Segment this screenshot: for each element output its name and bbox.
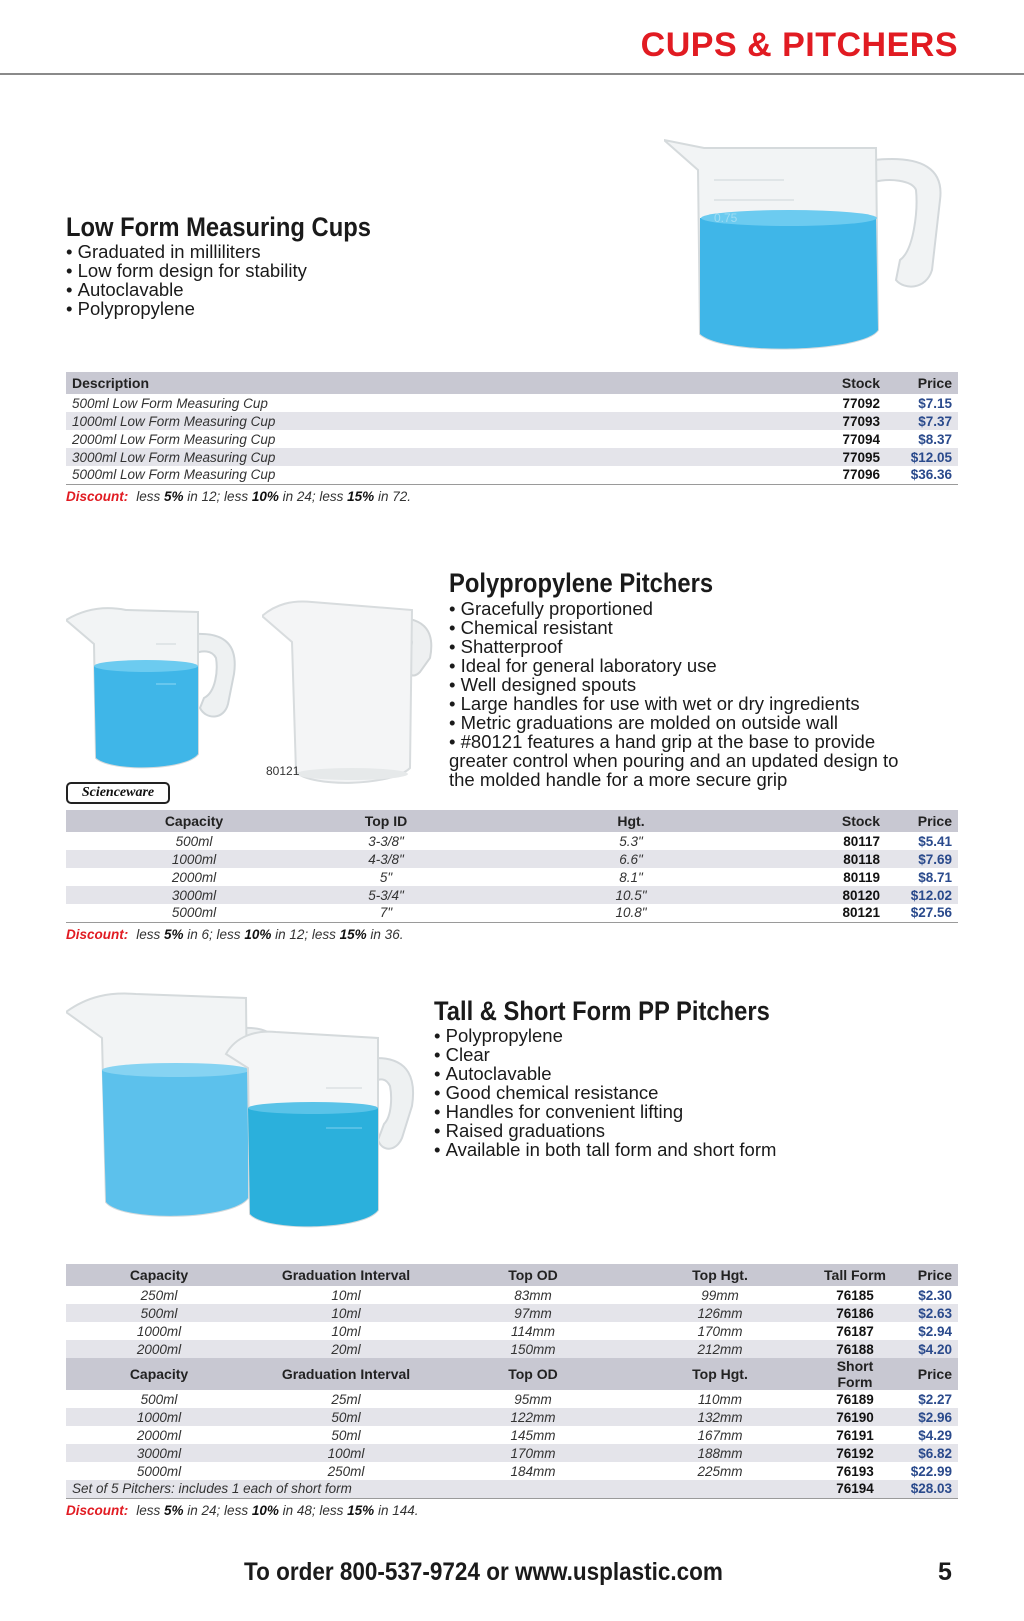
stock-number: 77096 <box>796 466 886 484</box>
price: $4.29 <box>918 1427 952 1443</box>
stock-number: 76190 <box>814 1408 896 1426</box>
price: $2.30 <box>918 1287 952 1303</box>
table-row: 500ml 3-3/8" 5.3" 80117 $5.41 <box>66 832 958 850</box>
table-row: 5000ml 7" 10.8" 80121 $27.56 <box>66 904 958 922</box>
table-cell: 1000ml Low Form Measuring Cup <box>66 412 796 430</box>
price: $36.36 <box>886 466 958 484</box>
bullet-list-tall-short-pitchers <box>434 1026 776 1159</box>
polypropylene-pitchers-table <box>66 810 958 923</box>
column-header: Hgt. <box>450 810 812 832</box>
price: $7.37 <box>886 412 958 430</box>
column-header: Tall Form <box>814 1264 896 1286</box>
stock-number: 80119 <box>843 869 880 885</box>
stock-number: 80120 <box>812 886 886 904</box>
price: $2.96 <box>896 1408 958 1426</box>
column-header: Description <box>66 372 796 394</box>
table-row <box>66 412 958 430</box>
table-row: 1000ml 50ml 122mm 132mm 76190 $2.96 <box>66 1408 958 1426</box>
stock-number: 76185 <box>836 1287 874 1303</box>
table-row: 3000ml 5-3/4" 10.5" 80120 $12.02 <box>66 886 958 904</box>
bullet-item: • Raised graduations <box>434 1121 776 1140</box>
column-header: Price <box>896 1264 958 1286</box>
bullet-item: • Metric graduations are molded on outside wall <box>449 713 875 732</box>
bullet-list-low-form-cups <box>66 242 307 318</box>
column-header: Top Hgt. <box>626 1358 814 1390</box>
column-header: Price <box>886 810 958 832</box>
column-header: Graduation Interval <box>252 1264 440 1286</box>
bullet-continuation: greater control when pouring and an updated design to the molded handle for a more secure grip <box>449 750 899 790</box>
stock-number: 76193 <box>836 1463 874 1479</box>
column-header: Stock <box>796 372 886 394</box>
scienceware-logo: Scienceware <box>66 782 170 804</box>
low-form-cups-table <box>66 372 958 485</box>
column-header: Top Hgt. <box>626 1264 814 1286</box>
table-row: 500ml 10ml 97mm 126mm 76186 $2.63 <box>66 1304 958 1322</box>
price: $2.94 <box>918 1323 952 1339</box>
price: $2.27 <box>918 1391 952 1407</box>
bullet-list-polypropylene-pitchers <box>449 599 875 751</box>
stock-number: 80121 <box>812 904 886 922</box>
table-row: 2000ml 20ml 150mm 212mm 76188 $4.20 <box>66 1340 958 1358</box>
svg-text:0.75: 0.75 <box>714 211 738 225</box>
discount-note: Discount: less 5% in 12; less 10% in 24; less 15% in 72. <box>66 489 411 504</box>
price: $22.99 <box>910 1463 952 1479</box>
stock-number: 80117 <box>843 833 880 849</box>
discount-note: Discount: less 5% in 24; less 10% in 48; less 15% in 144. <box>66 1503 419 1518</box>
table-row: 500ml 25ml 95mm 110mm 76189 $2.27 <box>66 1390 958 1408</box>
image-caption: 80121 <box>266 764 300 778</box>
bullet-item: • Good chemical resistance <box>434 1083 776 1102</box>
column-header: Capacity <box>66 810 322 832</box>
polypropylene-pitcher-image <box>66 604 242 774</box>
column-header: Stock <box>812 810 886 832</box>
bullet-item: • Graduated in milliliters <box>66 242 307 261</box>
stock-number: 76187 <box>836 1323 874 1339</box>
table-row <box>66 430 958 448</box>
stock-number: 77092 <box>842 395 880 411</box>
bullet-item: • Handles for convenient lifting <box>434 1102 776 1121</box>
low-form-measuring-cup-image <box>664 130 950 360</box>
bullet-item: • #80121 features a hand grip at the base to provide <box>449 732 875 751</box>
bullet-item: • Gracefully proportioned <box>449 599 875 618</box>
footer-order-info: To order 800-537-9724 or www.usplastic.com <box>244 1558 723 1586</box>
column-header: Capacity <box>66 1264 252 1286</box>
bullet-item: • Autoclavable <box>66 280 307 299</box>
bullet-item: • Low form design for stability <box>66 261 307 280</box>
price: $12.05 <box>886 448 958 466</box>
column-header: Top OD <box>440 1264 626 1286</box>
bullet-item: • Clear <box>434 1045 776 1064</box>
stock-number: 77095 <box>796 448 886 466</box>
bullet-item: • Autoclavable <box>434 1064 776 1083</box>
column-header: Price <box>896 1358 958 1390</box>
bullet-item: • Well designed spouts <box>449 675 875 694</box>
table-cell: 5000ml Low Form Measuring Cup <box>66 466 796 484</box>
table-row: 5000ml 250ml 184mm 225mm 76193 $22.99 <box>66 1462 958 1480</box>
price: $5.41 <box>918 833 952 849</box>
column-header: Top ID <box>322 810 450 832</box>
column-header: Short Form <box>814 1358 896 1390</box>
stock-number: 76192 <box>814 1444 896 1462</box>
price: $8.71 <box>918 869 952 885</box>
column-header: Price <box>886 372 958 394</box>
stock-number: 77094 <box>842 431 880 447</box>
section-title-tall-short-pitchers: Tall & Short Form PP Pitchers <box>434 996 770 1026</box>
price: $7.15 <box>918 395 952 411</box>
price: $12.02 <box>886 886 958 904</box>
table-row: 2000ml 50ml 145mm 167mm 76191 $4.29 <box>66 1426 958 1444</box>
table-cell: 500ml Low Form Measuring Cup <box>72 395 268 411</box>
tall-short-pitchers-table <box>66 1264 958 1499</box>
table-row: 250ml 10ml 83mm 99mm 76185 $2.30 <box>66 1286 958 1304</box>
tall-short-pitchers-image <box>66 988 426 1238</box>
stock-number: 76189 <box>836 1391 874 1407</box>
stock-number: 76186 <box>814 1304 896 1322</box>
bullet-item: • Large handles for use with wet or dry ingredients <box>449 694 875 713</box>
stock-number: 76188 <box>814 1340 896 1358</box>
table-row: 3000ml 100ml 170mm 188mm 76192 $6.82 <box>66 1444 958 1462</box>
table-row: 1000ml 10ml 114mm 170mm 76187 $2.94 <box>66 1322 958 1340</box>
section-title-polypropylene-pitchers: Polypropylene Pitchers <box>449 568 714 598</box>
column-header: Graduation Interval <box>252 1358 440 1390</box>
table-cell: 3000ml Low Form Measuring Cup <box>66 448 796 466</box>
table-row <box>66 394 958 412</box>
bullet-item: • Polypropylene <box>434 1026 776 1045</box>
price: $2.63 <box>896 1304 958 1322</box>
section-title-low-form-cups: Low Form Measuring Cups <box>66 212 371 242</box>
price: $27.56 <box>886 904 958 922</box>
price: $8.37 <box>918 431 952 447</box>
page-header-title: CUPS & PITCHERS <box>640 26 958 64</box>
bullet-item: • Ideal for general laboratory use <box>449 656 875 675</box>
table-row: 1000ml 4-3/8" 6.6" 80118 $7.69 <box>66 850 958 868</box>
stock-number: 76194 <box>814 1480 896 1498</box>
price: $28.03 <box>896 1480 958 1498</box>
table-row-set: Set of 5 Pitchers: includes 1 each of short form 76194 $28.03 <box>66 1480 958 1498</box>
column-header: Top OD <box>440 1358 626 1390</box>
price: $7.69 <box>886 850 958 868</box>
bullet-item: • Polypropylene <box>66 299 307 318</box>
table-cell: 2000ml Low Form Measuring Cup <box>72 431 276 447</box>
stock-number: 77093 <box>796 412 886 430</box>
bullet-item: • Available in both tall form and short form <box>434 1140 776 1159</box>
stock-number: 76191 <box>836 1427 874 1443</box>
page-number: 5 <box>938 1558 952 1586</box>
price: $6.82 <box>896 1444 958 1462</box>
table-row <box>66 448 958 466</box>
stock-number: 80118 <box>812 850 886 868</box>
header-rule <box>0 73 1024 75</box>
bullet-item: • Chemical resistant <box>449 618 875 637</box>
discount-note: Discount: less 5% in 6; less 10% in 12; less 15% in 36. <box>66 927 404 942</box>
table-row: 2000ml 5" 8.1" 80119 $8.71 <box>66 868 958 886</box>
price: $4.20 <box>896 1340 958 1358</box>
bullet-item: • Shatterproof <box>449 637 875 656</box>
pitcher-80121-image <box>262 598 438 788</box>
column-header: Capacity <box>66 1358 252 1390</box>
table-row <box>66 466 958 484</box>
